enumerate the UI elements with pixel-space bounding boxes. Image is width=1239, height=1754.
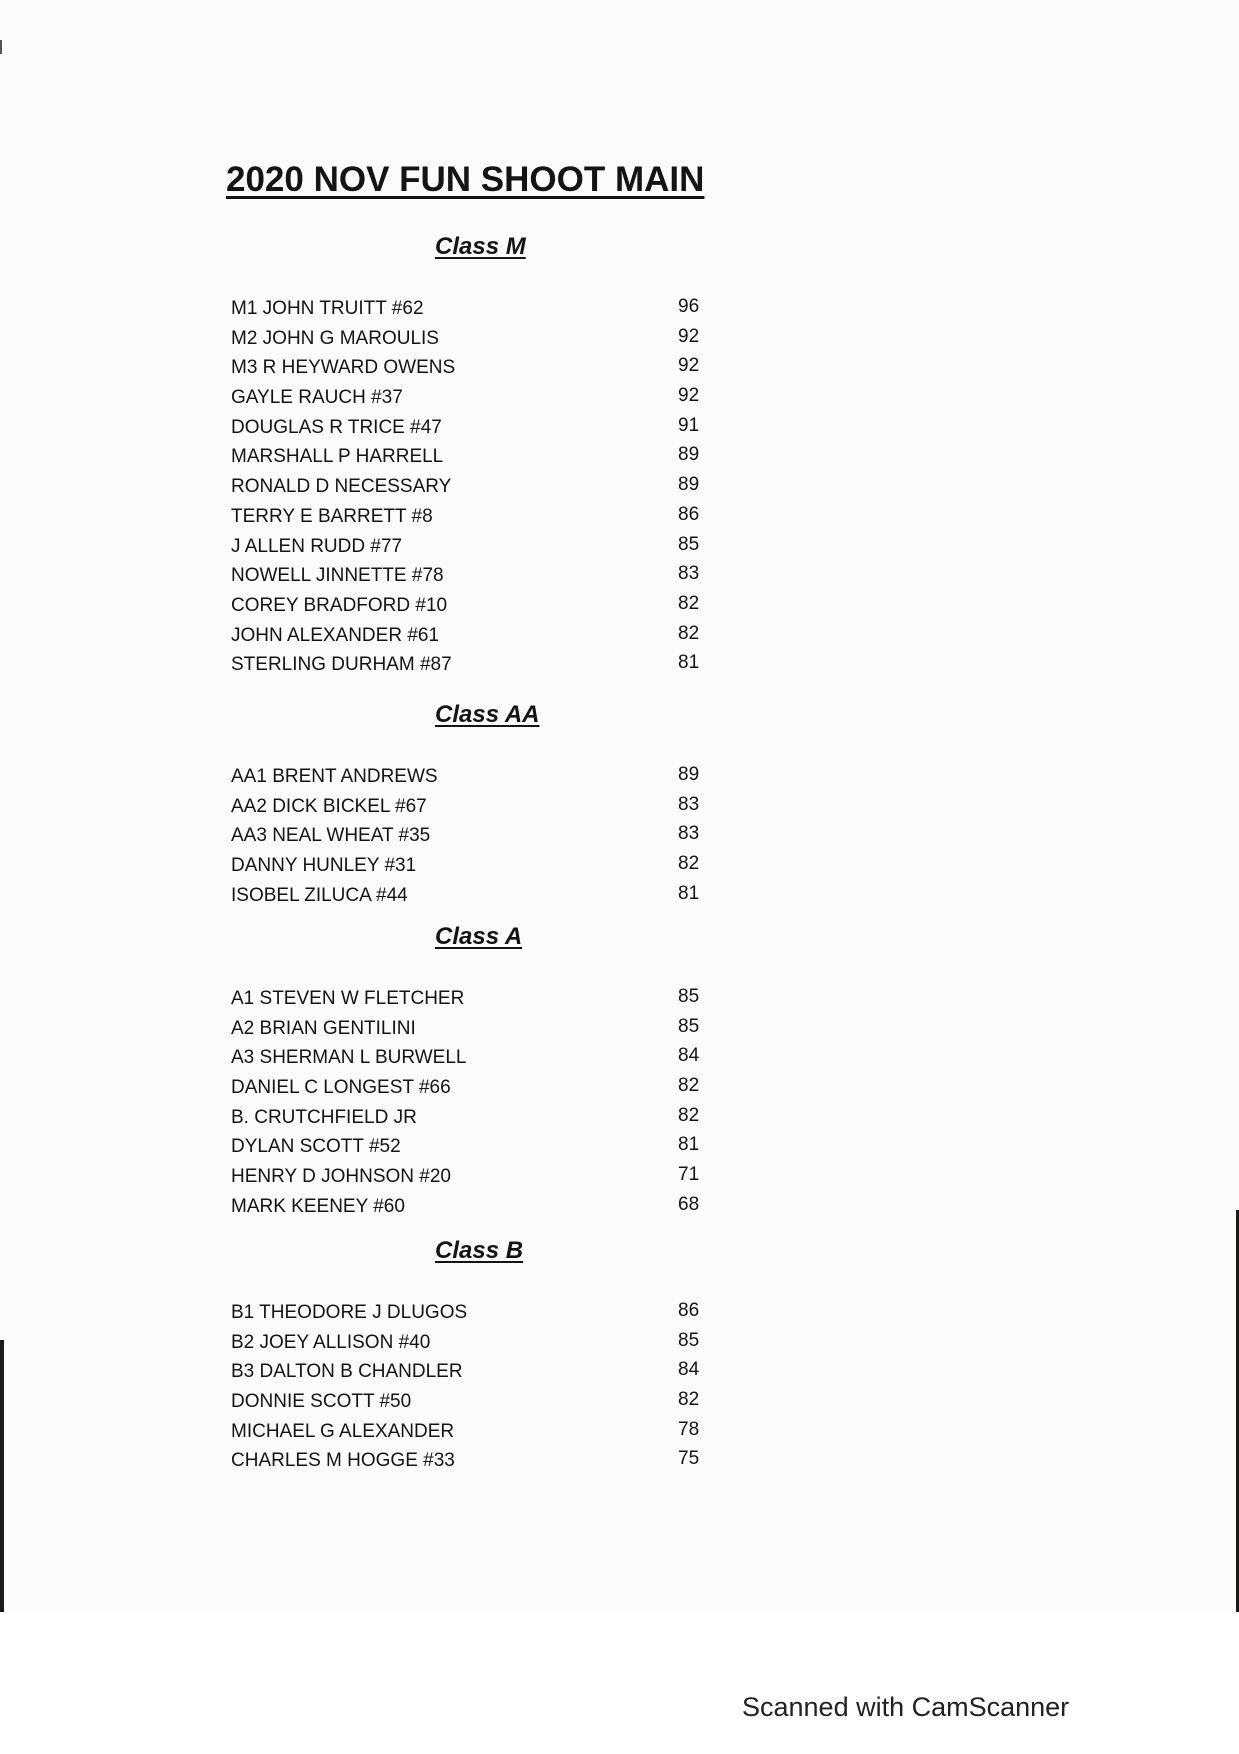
- shooter-score: 85: [678, 986, 700, 1007]
- shooter-name: ISOBEL ZILUCA #44: [231, 884, 408, 906]
- shooter-score: 92: [678, 325, 700, 347]
- shooter-name: AA3 NEAL WHEAT #35: [231, 825, 431, 847]
- shooter-name: AA1 BRENT ANDREWS: [231, 766, 438, 787]
- shooter-score: 82: [678, 592, 700, 614]
- result-row: [230, 472, 750, 502]
- shooter-name: TERRY E BARRETT #8: [231, 505, 433, 527]
- result-row: [230, 1446, 750, 1476]
- shooter-score: 85: [678, 1015, 700, 1037]
- scanner-watermark: Scanned with CamScanner: [742, 1692, 1070, 1722]
- shooter-score: 75: [678, 1448, 700, 1470]
- shooter-name: B2 JOEY ALLISON #40: [231, 1331, 431, 1353]
- result-row: [230, 532, 750, 562]
- shooter-score: 92: [678, 355, 700, 377]
- shooter-score: 82: [678, 1104, 700, 1126]
- result-row: [230, 1014, 750, 1044]
- shooter-name: A2 BRIAN GENTILINI: [231, 1017, 416, 1039]
- shooter-score: 82: [678, 622, 700, 644]
- scan-edge-left: [0, 1340, 4, 1612]
- result-row: [230, 1298, 750, 1328]
- result-row: [230, 1192, 750, 1222]
- shooter-score: 91: [678, 414, 700, 436]
- scan-edge-mark: [0, 40, 2, 54]
- result-row: [230, 1328, 750, 1358]
- shooter-name: M1 JOHN TRUITT #62: [231, 298, 424, 319]
- result-row: [230, 1132, 750, 1162]
- result-row: [230, 792, 750, 822]
- shooter-score: 78: [678, 1418, 700, 1440]
- result-row: [230, 442, 750, 472]
- shooter-name: DYLAN SCOTT #52: [231, 1136, 401, 1158]
- shooter-name: RONALD D NECESSARY: [231, 476, 452, 498]
- shooter-score: 81: [678, 652, 700, 674]
- shooter-name: B1 THEODORE J DLUGOS: [231, 1302, 468, 1323]
- shooter-name: M3 R HEYWARD OWENS: [231, 357, 456, 379]
- shooter-score: 82: [678, 1389, 700, 1411]
- shooter-score: 86: [678, 503, 700, 525]
- shooter-score: 85: [678, 1329, 700, 1351]
- class-section-m: [230, 232, 750, 680]
- shooter-name: DANIEL C LONGEST #66: [231, 1077, 451, 1099]
- shooter-name: JOHN ALEXANDER #61: [231, 624, 440, 646]
- document-title: 2020 NOV FUN SHOOT MAIN: [226, 160, 705, 199]
- result-row: [230, 324, 750, 354]
- shooter-score: 86: [678, 1300, 700, 1321]
- shooter-name: NOWELL JINNETTE #78: [231, 565, 444, 587]
- shooter-score: 96: [678, 296, 700, 317]
- result-row: [230, 881, 750, 911]
- shooter-score: 71: [678, 1164, 700, 1186]
- shooter-score: 89: [678, 474, 700, 496]
- shooter-score: 89: [678, 444, 700, 466]
- result-row: [230, 1387, 750, 1417]
- class-section-a: [230, 922, 750, 1222]
- shooter-score: 92: [678, 385, 700, 407]
- result-row: [230, 1417, 750, 1447]
- result-row: [230, 621, 750, 651]
- results-list: [230, 294, 750, 680]
- result-row: [230, 591, 750, 621]
- shooter-name: A3 SHERMAN L BURWELL: [231, 1047, 467, 1069]
- shooter-name: J ALLEN RUDD #77: [231, 535, 403, 557]
- result-row: [230, 762, 750, 792]
- result-row: [230, 1357, 750, 1387]
- result-row: [230, 294, 750, 324]
- shooter-name: A1 STEVEN W FLETCHER: [231, 988, 465, 1009]
- result-row: [230, 984, 750, 1014]
- shooter-name: AA2 DICK BICKEL #67: [231, 795, 427, 817]
- shooter-score: 89: [678, 764, 700, 785]
- shooter-name: MARK KEENEY #60: [231, 1195, 405, 1217]
- results-list: [230, 1298, 750, 1476]
- shooter-score: 82: [678, 853, 700, 875]
- result-row: [230, 1162, 750, 1192]
- result-row: [230, 1073, 750, 1103]
- shooter-score: 82: [678, 1075, 700, 1097]
- results-list: [230, 762, 750, 910]
- result-row: [230, 353, 750, 383]
- shooter-name: DONNIE SCOTT #50: [231, 1391, 412, 1413]
- result-row: [230, 383, 750, 413]
- shooter-score: 83: [678, 823, 700, 845]
- shooter-name: B. CRUTCHFIELD JR: [231, 1106, 417, 1128]
- shooter-score: 84: [678, 1045, 700, 1067]
- shooter-name: COREY BRADFORD #10: [231, 594, 448, 616]
- result-row: [230, 821, 750, 851]
- shooter-name: HENRY D JOHNSON #20: [231, 1166, 451, 1188]
- shooter-name: MARSHALL P HARRELL: [231, 446, 444, 468]
- shooter-name: MICHAEL G ALEXANDER: [231, 1420, 455, 1442]
- shooter-name: CHARLES M HOGGE #33: [231, 1450, 455, 1472]
- result-row: [230, 561, 750, 591]
- results-list: [230, 984, 750, 1222]
- class-section-aa: [230, 700, 750, 910]
- shooter-score: 81: [678, 1134, 700, 1156]
- result-row: [230, 413, 750, 443]
- result-row: [230, 1103, 750, 1133]
- shooter-name: DOUGLAS R TRICE #47: [231, 416, 442, 438]
- class-section-b: [230, 1236, 750, 1476]
- class-heading: Class A: [435, 923, 523, 950]
- class-heading: Class M: [435, 233, 526, 260]
- result-row: [230, 1043, 750, 1073]
- result-row: [230, 650, 750, 680]
- shooter-name: STERLING DURHAM #87: [231, 654, 452, 676]
- shooter-score: 83: [678, 563, 700, 585]
- shooter-score: 81: [678, 882, 700, 904]
- result-row: [230, 851, 750, 881]
- shooter-score: 68: [678, 1193, 700, 1215]
- shooter-score: 84: [678, 1359, 700, 1381]
- class-heading: Class AA: [435, 701, 540, 728]
- shooter-score: 85: [678, 533, 700, 555]
- shooter-score: 83: [678, 793, 700, 815]
- result-row: [230, 502, 750, 532]
- shooter-name: M2 JOHN G MAROULIS: [231, 327, 439, 349]
- class-heading: Class B: [435, 1237, 524, 1264]
- shooter-name: GAYLE RAUCH #37: [231, 387, 403, 409]
- shooter-name: DANNY HUNLEY #31: [231, 855, 417, 877]
- shooter-name: B3 DALTON B CHANDLER: [231, 1361, 463, 1383]
